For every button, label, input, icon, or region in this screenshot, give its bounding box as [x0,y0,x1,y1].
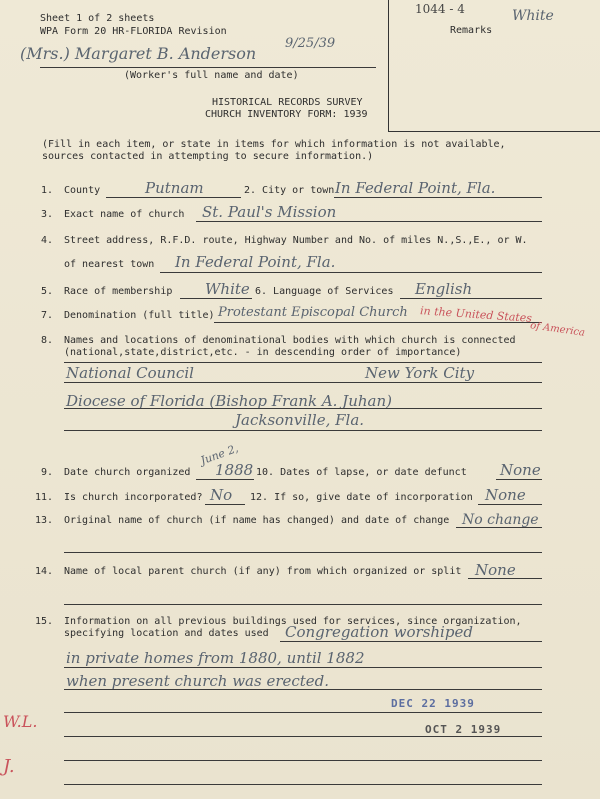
q8-line-2 [64,382,542,383]
q15-line-6 [64,760,542,761]
q15-label: Information on all previous buildings used for services, since organization, [64,616,522,627]
q8-label-2: (national,state,district,etc. - in descending order of importance) [64,347,462,358]
q13-answer: No change [462,512,539,528]
q7-label: Denomination (full title) [64,310,215,321]
worker-label: (Worker's full name and date) [124,70,299,81]
q9-number: 9. [41,467,54,478]
remarks-number: 1044 - 4 [415,2,465,16]
q15-answer-3: when present church was erected. [66,672,330,690]
remarks-label: Remarks [450,25,493,36]
q6-line [400,298,542,299]
q14-answer: None [475,561,516,579]
q9-answer-day: June 2, [198,441,240,468]
q2-line [334,197,542,198]
q15-number: 15. [35,616,54,627]
q15-answer-2: in private homes from 1880, until 1882 [66,649,365,667]
q8-line-1 [64,362,542,363]
q14-number: 14. [35,566,54,577]
q5-line [180,298,252,299]
q6-answer: English [415,280,473,298]
received-stamp-dec: DEC 22 1939 [391,697,475,710]
q4-label-2: of nearest town [64,259,155,270]
q11-answer: No [210,486,233,504]
q11-number: 11. [35,492,54,503]
q8-answer-1: National Council [66,364,194,382]
q3-answer: St. Paul's Mission [202,203,337,221]
q13-label: Original name of church (if name has changed) and date of change [64,515,450,526]
q15-line-3 [64,689,542,690]
q9-label: Date church organized [64,467,191,478]
q10-answer: None [500,461,541,479]
q12-label: 12. If so, give date of incorporation [250,492,473,503]
remarks-box [388,0,600,132]
q8-answer-2: Diocese of Florida (Bishop Frank A. Juhan) [66,392,392,410]
q7-number: 7. [41,310,54,321]
q5-answer: White [205,280,250,298]
q1-line [106,197,241,198]
instructions-line-1: (Fill in each item, or state in items for which information is not available, [42,139,506,150]
q3-label: Exact name of church [64,209,185,220]
q13-line [456,527,542,528]
q15-line-1 [280,641,542,642]
q2-label: 2. City or town [244,185,335,196]
q8-label: Names and locations of denominational bodies with which church is connected [64,335,516,346]
q1-label: County [64,185,101,196]
q13-number: 13. [35,515,54,526]
q8-line-4 [64,430,542,431]
q15-label-2: specifying location and dates used [64,628,269,639]
q9-line [196,479,254,480]
q7-red-note: in the United States [419,304,533,325]
q7-answer: Protestant Episcopal Church [218,305,408,320]
q14-label: Name of local parent church (if any) from which organized or split [64,566,462,577]
q15-line-7 [64,784,542,785]
q4-number: 4. [41,235,54,246]
form-number: WPA Form 20 HR-FLORIDA Revision [40,26,227,37]
q15-line-5 [64,736,542,737]
q1-answer: Putnam [145,179,204,197]
q1-number: 1. [41,185,54,196]
q14-line [468,578,542,579]
q8-line-3 [64,408,542,409]
q11-label: Is church incorporated? [64,492,203,503]
q8-number: 8. [41,335,54,346]
q3-line [196,221,542,222]
q6-label: 6. Language of Services [255,286,394,297]
worker-name-handwritten: (Mrs.) Margaret B. Anderson [20,44,257,63]
q5-label: Race of membership [64,286,173,297]
q8-answer-3: Jacksonville, Fla. [235,411,365,429]
sheet-number: Sheet 1 of 2 sheets [40,13,155,24]
q9-answer: 1888 [215,461,254,479]
q2-answer: In Federal Point, Fla. [335,179,496,197]
q8-answer-1b: New York City [365,364,475,382]
q4-label: Street address, R.F.D. route, Highway Number and No. of miles N.,S.,E., or W. [64,235,528,246]
remarks-white: White [512,8,554,24]
q11-line [205,504,245,505]
q12-answer: None [485,486,526,504]
q15-line-4 [64,712,542,713]
margin-initials: W.L. [3,712,38,731]
q14-line-2 [64,604,542,605]
q13-line-2 [64,552,542,553]
q15-line-2 [64,667,542,668]
margin-letter: J. [3,756,15,777]
survey-title: HISTORICAL RECORDS SURVEY [212,97,363,108]
instructions-line-2: sources contacted in attempting to secure information.) [42,151,374,162]
worker-line [40,67,376,68]
q4-line [160,272,542,273]
q10-line [496,479,542,480]
q5-number: 5. [41,286,54,297]
q12-line [478,504,542,505]
q3-number: 3. [41,209,54,220]
q7-red-note-2: of America [529,320,586,339]
q4-answer: In Federal Point, Fla. [175,253,336,271]
form-title: CHURCH INVENTORY FORM: 1939 [205,109,368,120]
received-stamp-oct: OCT 2 1939 [425,723,502,736]
worker-date-handwritten: 9/25/39 [285,36,336,51]
q15-answer-1: Congregation worshiped [285,623,473,641]
q10-label: 10. Dates of lapse, or date defunct [256,467,467,478]
